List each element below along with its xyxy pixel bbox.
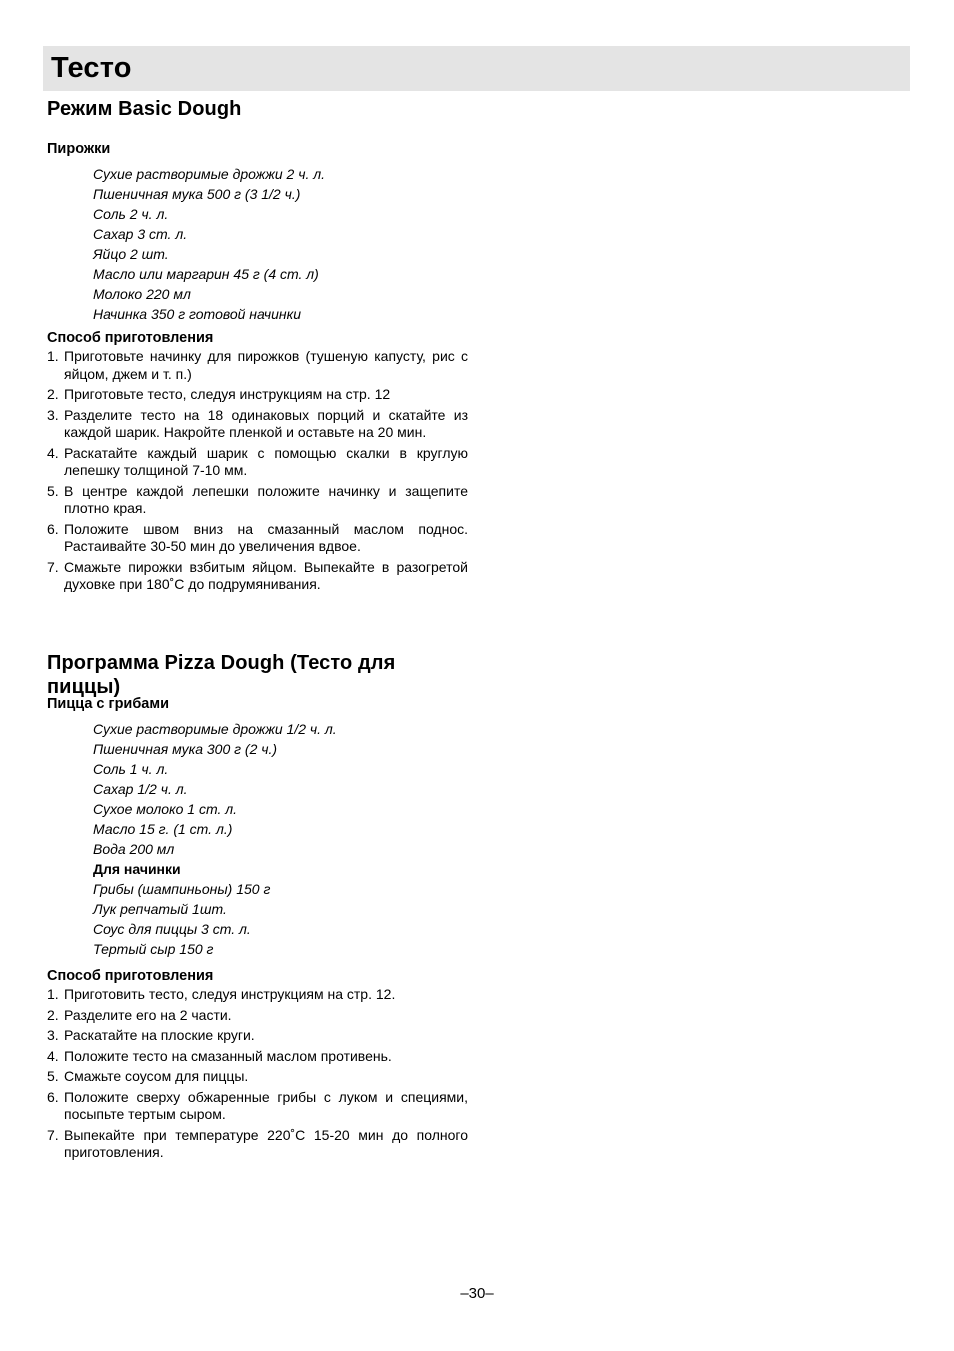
step-number: 7. [47, 1126, 59, 1143]
chapter-title-bar [43, 46, 910, 91]
step-item [47, 1127, 468, 1162]
step-text: Раскатайте на плоские круги. [64, 1027, 255, 1043]
chapter-title: Тесто [51, 52, 132, 84]
ingredient-item: Сахар 1/2 ч. л. [93, 781, 188, 797]
ingredient-item: Грибы (шампиньоны) 150 г [93, 881, 271, 897]
step-number: 3. [47, 406, 59, 423]
step-number: 5. [47, 482, 59, 499]
section-heading-basic-dough: Режим Basic Dough [47, 98, 242, 120]
step-number: 1. [47, 348, 59, 364]
ingredient-item: Начинка 350 г готовой начинки [93, 306, 301, 322]
step-number: 3. [47, 1027, 59, 1043]
filling-subheading: Для начинки [93, 861, 181, 877]
step-item [47, 1027, 468, 1045]
step-list-pirozhki [47, 348, 468, 597]
step-item [47, 1048, 468, 1066]
step-item [47, 986, 468, 1004]
step-item [47, 407, 468, 442]
ingredient-item: Масло или маргарин 45 г (4 ст. л) [93, 266, 319, 282]
ingredient-item: Молоко 220 мл [93, 286, 191, 302]
ingredient-item: Пшеничная мука 500 г (3 1/2 ч.) [93, 186, 301, 202]
step-text: Смажьте соусом для пиццы. [64, 1068, 249, 1084]
step-item [47, 1007, 468, 1025]
step-text: В центре каждой лепешки положите начинку и защепите плотно края. [64, 482, 468, 516]
ingredient-item: Соль 1 ч. л. [93, 761, 169, 777]
step-number: 6. [47, 1088, 59, 1105]
step-text: Приготовьте начинку для пирожков (тушеную капусту, рис с яйцом, джем и т. п.) [64, 348, 468, 382]
step-item [47, 559, 468, 594]
step-text: Положите швом вниз на смазанный маслом поднос. Растаивайте 30-50 мин до увеличения вдвое. [64, 520, 468, 554]
page-number: –30– [460, 1285, 494, 1302]
step-number: 1. [47, 986, 59, 1002]
step-item [47, 1089, 468, 1124]
step-number: 4. [47, 1047, 59, 1064]
step-number: 4. [47, 444, 59, 461]
ingredient-item: Сахар 3 ст. л. [93, 226, 188, 242]
step-text: Смажьте пирожки взбитым яйцом. Выпекайте в разогретой духовке при 180˚С до подрумянивания. [64, 558, 468, 592]
method-heading: Способ приготовления [47, 330, 214, 346]
step-text: Разделите тесто на 18 одинаковых порций и скатайте из каждой шарик. Накройте пленкой и оставьте на 20 мин. [64, 406, 468, 440]
method-heading: Способ приготовления [47, 968, 214, 984]
step-item [47, 521, 468, 556]
step-number: 6. [47, 520, 59, 537]
ingredient-list-pirozhki [47, 164, 468, 324]
recipe-title-pirozhki: Пирожки [47, 141, 111, 157]
ingredient-item: Масло 15 г. (1 ст. л.) [93, 821, 233, 837]
step-list-pizza [47, 986, 468, 1165]
step-text: Положите тесто на смазанный маслом противень. [64, 1047, 392, 1064]
step-number: 2. [47, 386, 59, 402]
step-item [47, 483, 468, 518]
ingredient-item: Тертый сыр 150 г [93, 941, 214, 957]
section-heading-pizza-dough: Программа Pizza Dough (Тесто для пиццы) [47, 652, 396, 698]
step-text: Выпекайте при температуре 220˚С 15-20 мин до полного приготовления. [64, 1126, 468, 1160]
step-number: 7. [47, 558, 59, 575]
ingredient-item: Лук репчатый 1шт. [93, 901, 227, 917]
ingredient-item: Сухие растворимые дрожжи 1/2 ч. л. [93, 721, 337, 737]
step-text: Раскатайте каждый шарик с помощью скалки в круглую лепешку толщиной 7-10 мм. [64, 444, 468, 478]
recipe-title-pizza: Пицца с грибами [47, 696, 169, 712]
ingredient-item: Сухое молоко 1 ст. л. [93, 801, 238, 817]
ingredient-item: Вода 200 мл [93, 841, 175, 857]
step-text: Приготовьте тесто, следуя инструкциям на стр. 12 [64, 386, 391, 402]
step-text: Приготовить тесто, следуя инструкциям на стр. 12. [64, 986, 396, 1002]
step-text: Разделите его на 2 части. [64, 1006, 232, 1023]
step-number: 5. [47, 1068, 59, 1084]
ingredient-item: Яйцо 2 шт. [93, 246, 169, 262]
ingredient-item: Соль 2 ч. л. [93, 206, 169, 222]
step-number: 2. [47, 1006, 59, 1023]
step-item [47, 445, 468, 480]
step-item [47, 386, 468, 404]
ingredient-item: Сухие растворимые дрожжи 2 ч. л. [93, 166, 326, 182]
ingredient-item: Соус для пиццы 3 ст. л. [93, 921, 251, 937]
ingredient-item: Пшеничная мука 300 г (2 ч.) [93, 741, 278, 757]
step-item [47, 348, 468, 383]
ingredient-list-pizza [47, 719, 468, 959]
step-item [47, 1068, 468, 1086]
step-text: Положите сверху обжаренные грибы с луком и специями, посыпьте тертым сыром. [64, 1088, 468, 1122]
